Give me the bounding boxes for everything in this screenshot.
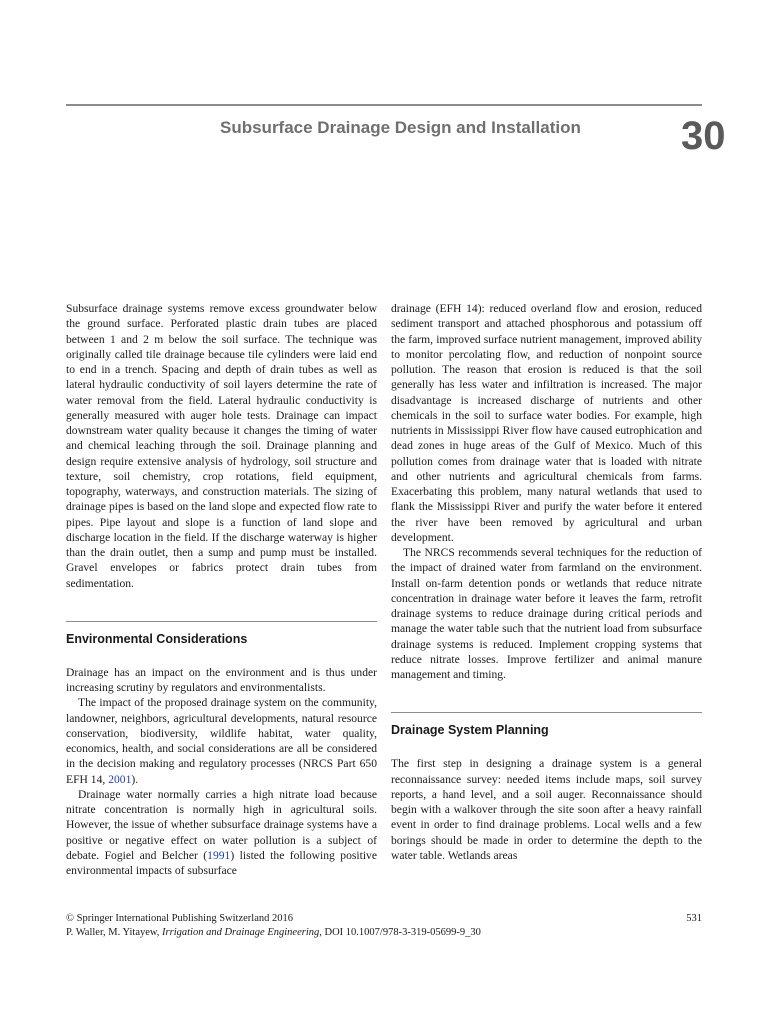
right-paragraph-1: drainage (EFH 14): reduced overland flow and erosion, reduced sediment transport and attached phosphorous and potassium off the farm, improved surface nutrient management, improved ability to monitor percolating flow, and reduction of nonpoint source pollution. The reason that erosion is reduced is that the soil generally has less water and infiltration is increased. The major disadvantage is increased discharge of nutrients and other chemicals in the soil to surface water bodies. For example, high nutrients in Mississippi River flow have caused eutrophication and dead zones in huge areas of the Gulf of Mexico. Much of this pollution comes from drainage water that is loaded with nitrate and other nutrients and agricultural chemicals from farms. Exacerbating this problem, many natural wetlands that used to flank the Mississippi River and purify the water before it entered the river have been removed by agricultural and urban development. [391, 302, 702, 544]
chapter-number: 30 [681, 114, 726, 158]
env-paragraph-2-end: ). [131, 772, 139, 786]
chapter-title: Subsurface Drainage Design and Installation [220, 118, 581, 137]
planning-paragraph-1: The first step in designing a drainage system is a general reconnaissance survey: needed items include maps, soil survey reports, a hand level, and a soil auger. Reconnaissance should begin with a walkover through the site soon after a heavy rainfall event in order to find drainage problems. Local wells and a few borings should be made in order to determine the depth to the water table. Wetlands areas [391, 757, 702, 862]
env-paragraph-3-text: Drainage water normally carries a high nitrate load because nitrate concentration is normally high in agricultural soils. However, the issue of whether subsurface drainage systems have a positive or negative effect on water pollution is a subject of debate. Fogiel and Belcher ( [66, 787, 377, 862]
section-heading-environmental: Environmental Considerations [66, 631, 248, 646]
citation-doi: , DOI 10.1007/978-3-319-05699-9_30 [319, 927, 481, 938]
right-paragraph-2: The NRCS recommends several techniques for the reduction of the impact of drained water from farmland on the environment. Install on-farm detention ponds or wetlands that reduce nitrate concentration in drainage water before it leaves the farm, retrofit drainage systems to reduce drainage during critical periods and manage the water table such that the nutrient load from subsurface drainage systems is reduced. Implement cropping systems that reduce nitrate losses. Improve fertilizer and animal manure management and timing. [391, 546, 702, 681]
citation-link-2001[interactable]: 2001 [108, 772, 132, 786]
right-column [391, 301, 702, 863]
citation-line [66, 926, 702, 940]
env-paragraph-2-text: The impact of the proposed drainage system on the community, landowner, neighbors, agricultural developments, natural resource conservation, biodiversity, wildlife habitat, water quality, economics, health, and social considerations are all be considered in the decision making and regulatory processes (NRCS Part 650 EFH 14, [66, 696, 377, 786]
planning-section [391, 712, 702, 863]
intro-paragraph: Subsurface drainage systems remove excess groundwater below the ground surface. Perforated plastic drain tubes are placed between 1 and 2 m below the soil surface. The technique was originally called tile drainage because tile cylinders were laid end to end in a trench. Spacing and depth of drain tubes as well as lateral hydraulic conductivity of soil layers determine the rate of water removal from the field. Lateral hydraulic conductivity is generally measured with auger hole tests. Drainage can impact downstream water quality because it changes the timing of water and chemical leaching through the soil. Drainage planning and design require extensive analysis of hydrology, soil structure and texture, soil chemistry, crop rotations, field equipment, topography, waterways, and construction materials. The sizing of drainage pipes is based on the land slope and expected flow rate to pipes. Pipe layout and slope is a function of land slope and discharge location in the field. If the discharge waterway is higher than the drain outlet, then a sump and pump must be installed. Gravel envelopes or fabrics protect drain tubes from sedimentation. [66, 302, 377, 590]
section-rule [391, 712, 702, 713]
copyright-line: © Springer International Publishing Switzerland 2016 [66, 913, 293, 924]
env-paragraph-2 [66, 695, 377, 787]
env-paragraph-3 [66, 787, 377, 879]
left-column [66, 301, 377, 878]
page-number: 531 [686, 913, 702, 924]
section-heading-planning: Drainage System Planning [391, 723, 549, 738]
env-paragraph-1: Drainage has an impact on the environment and is thus under increasing scrutiny by regulators and environmentalists. [66, 665, 377, 694]
top-rule [66, 104, 702, 106]
page-footer [66, 912, 702, 940]
section-rule [66, 621, 377, 622]
env-paragraph-3-end: ) listed the following positive environmental impacts of subsurface [66, 848, 377, 877]
citation-authors: P. Waller, M. Yitayew, [66, 927, 163, 938]
citation-book-title: Irrigation and Drainage Engineering [162, 927, 320, 938]
citation-link-1991[interactable]: 1991 [207, 848, 231, 862]
environmental-section [66, 621, 377, 879]
